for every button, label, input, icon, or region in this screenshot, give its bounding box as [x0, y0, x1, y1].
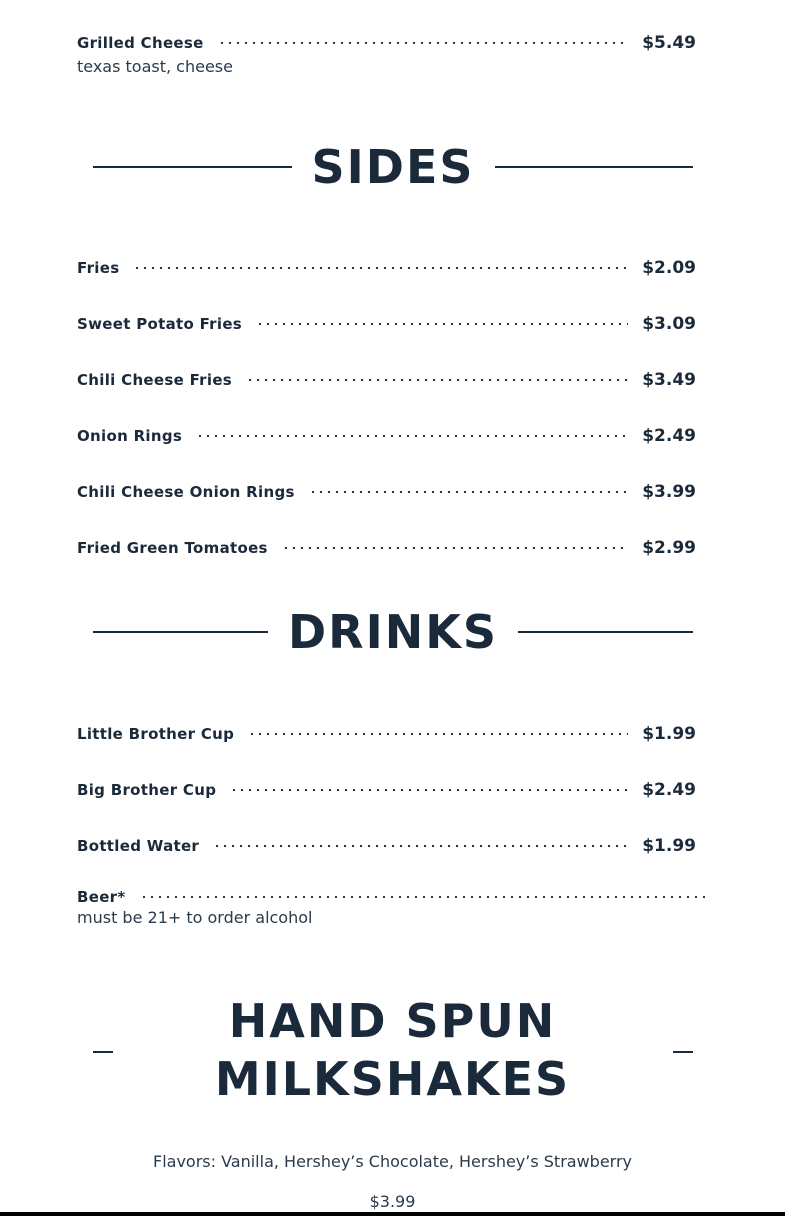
menu-item [77, 426, 696, 446]
heading-rule [93, 166, 292, 168]
section-title: DRINKS [288, 605, 498, 659]
section-heading-sides [93, 140, 693, 194]
item-name: Chili Cheese Onion Rings [77, 483, 295, 501]
menu-item [77, 724, 696, 744]
heading-rule [518, 631, 693, 633]
menu-item [77, 258, 696, 278]
dot-leader [196, 435, 628, 437]
item-name: Big Brother Cup [77, 781, 217, 799]
menu-item-beer [77, 888, 705, 927]
item-name: Fries [77, 259, 120, 277]
dot-leader [309, 491, 629, 493]
menu-item-grilled-cheese [77, 33, 696, 76]
item-name: Little Brother Cup [77, 725, 235, 743]
menu-item [77, 780, 696, 800]
heading-rule [495, 166, 694, 168]
item-price: $2.49 [642, 426, 696, 446]
item-name: Bottled Water [77, 837, 200, 855]
item-price: $2.49 [642, 780, 696, 800]
dot-leader [248, 733, 628, 735]
section-heading-milkshakes [0, 992, 785, 1108]
item-name: Onion Rings [77, 427, 183, 445]
item-price: $3.99 [642, 482, 696, 502]
menu-item [77, 482, 696, 502]
item-price: $2.99 [642, 538, 696, 558]
menu-item [77, 538, 696, 558]
section-title: SIDES [311, 140, 475, 194]
item-name: Sweet Potato Fries [77, 315, 243, 333]
menu-item [77, 314, 696, 334]
milkshake-price: $3.99 [369, 1192, 416, 1211]
item-price: $5.49 [642, 33, 696, 53]
item-description: texas toast, cheese [77, 57, 233, 76]
dot-leader [133, 267, 628, 269]
section-title-line2: MILKSHAKES [214, 1052, 571, 1106]
item-price: $2.09 [642, 258, 696, 278]
item-price: $3.49 [642, 370, 696, 390]
dot-leader [140, 896, 705, 898]
dot-leader [230, 789, 628, 791]
heading-rule [93, 631, 268, 633]
item-name: Fried Green Tomatoes [77, 539, 268, 557]
item-description: must be 21+ to order alcohol [77, 908, 313, 927]
section-title-line1: HAND SPUN [228, 994, 557, 1048]
page-bottom-border [0, 1212, 785, 1216]
item-price: $1.99 [642, 836, 696, 856]
dot-leader [218, 42, 629, 44]
dot-leader [213, 845, 628, 847]
menu-item [77, 836, 696, 856]
dot-leader [256, 323, 628, 325]
menu-item [77, 370, 696, 390]
item-price: $1.99 [642, 724, 696, 744]
section-heading-drinks [93, 605, 693, 659]
item-name: Chili Cheese Fries [77, 371, 233, 389]
dot-leader [282, 547, 628, 549]
dot-leader [246, 379, 628, 381]
milkshake-flavors: Flavors: Vanilla, Hershey’s Chocolate, Hershey’s Strawberry [152, 1152, 633, 1171]
item-price: $3.09 [642, 314, 696, 334]
item-name: Beer* [77, 888, 126, 906]
item-name: Grilled Cheese [77, 34, 204, 52]
